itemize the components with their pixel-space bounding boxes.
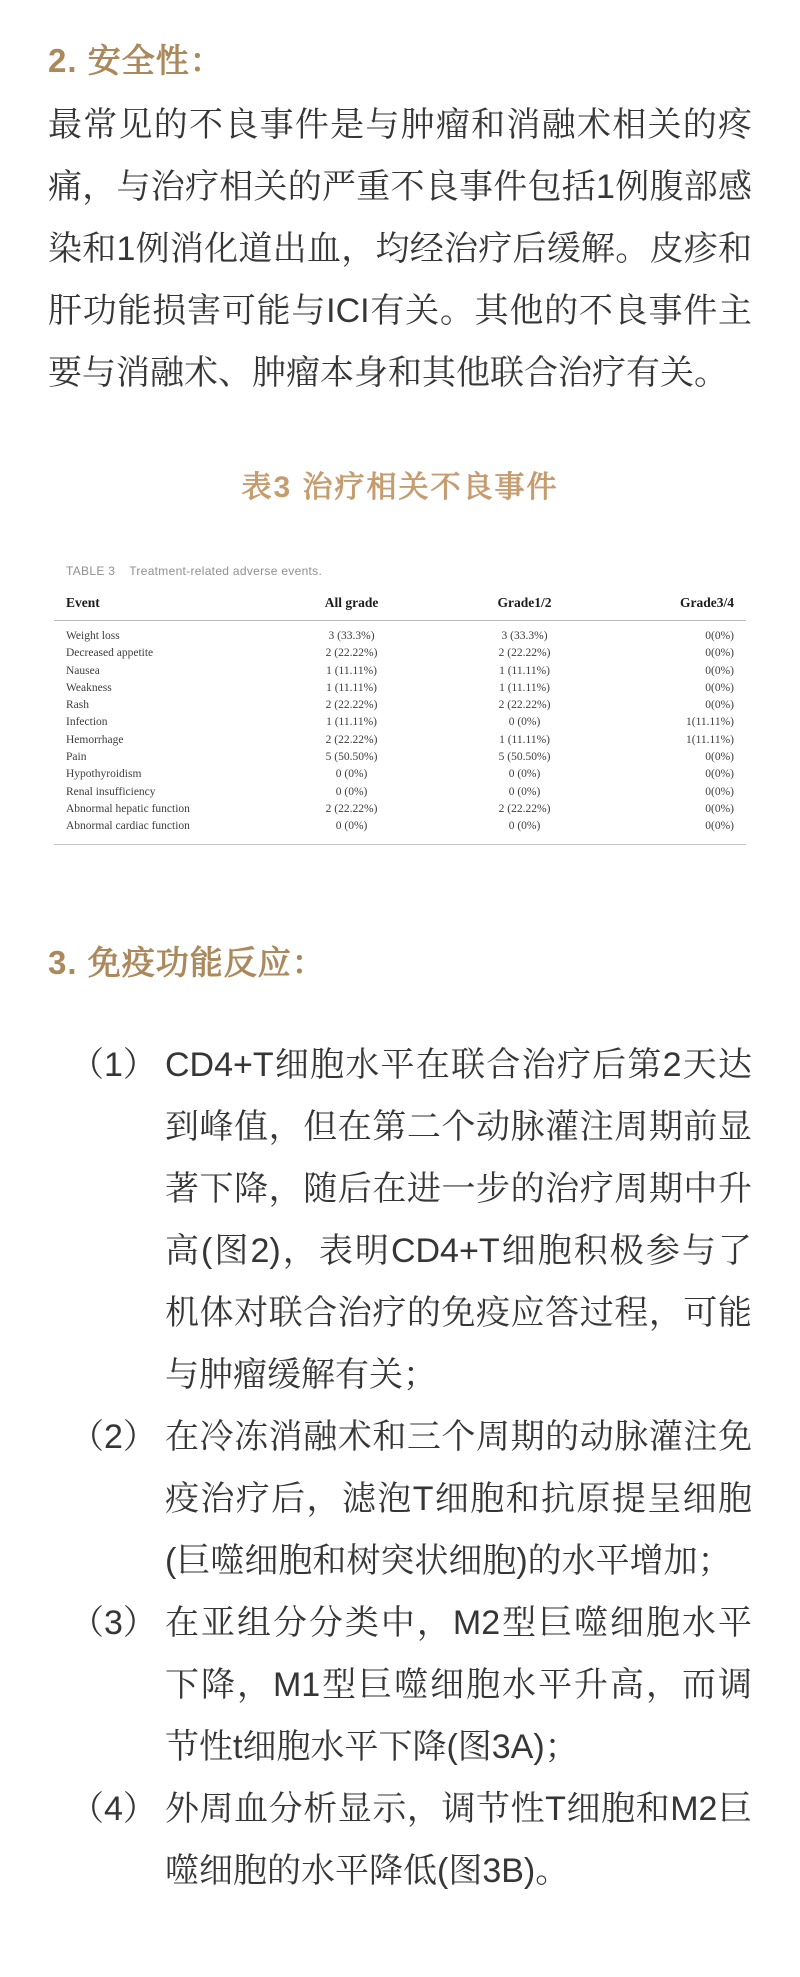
table-cell: Hemorrhage (66, 733, 124, 746)
table-cell: 0 (0%) (335, 785, 368, 798)
section-3-heading: 3. 免疫功能反应： (48, 943, 326, 981)
list-item-3-text: 在亚组分分类中，M2型巨噬细胞水平下降，M1型巨噬细胞水平升高，而调节性t细胞水平下降(图3A)； (165, 1603, 752, 1766)
column-header-grade12: Grade1/2 (442, 591, 608, 621)
list-item-3-marker: （3） (70, 1603, 157, 1642)
table-cell: 2 (22.22%) (325, 647, 378, 660)
table-cell: 0 (0%) (508, 768, 541, 781)
table-cell: 1 (11.11%) (326, 664, 377, 677)
column-header-all-grade: All grade (262, 591, 442, 621)
table-cell: 2 (22.22%) (498, 802, 551, 815)
table-cell: 1(11.11%) (685, 733, 734, 746)
table-cell: 0(0%) (705, 768, 734, 781)
table-cell: Weakness (66, 681, 112, 694)
table-cell: 0 (0%) (335, 768, 368, 781)
list-item-3 (48, 1592, 752, 1778)
table-cell: 0 (0%) (508, 716, 541, 729)
list-item-2-marker: （2） (70, 1417, 157, 1456)
table-cell: 2 (22.22%) (498, 647, 551, 660)
table-body (54, 621, 746, 845)
section-2-heading: 2. 安全性： (48, 42, 224, 79)
table-cell: 3 (33.3%) (328, 630, 375, 642)
table-cell: 5 (50.50%) (498, 751, 551, 764)
table-cell: Hypothyroidism (66, 768, 142, 781)
table3-label-title: Treatment-related adverse events. (129, 564, 323, 578)
table-cell: Infection (66, 716, 108, 729)
table-cell: Nausea (66, 664, 100, 677)
table-cell: 1 (11.11%) (499, 681, 550, 694)
table-row (54, 801, 746, 818)
table-cell: 2 (22.22%) (325, 699, 378, 712)
table-row (54, 621, 746, 646)
table-row (54, 714, 746, 731)
table3-figure-label (54, 563, 746, 579)
table-cell: Renal insufficiency (66, 785, 156, 798)
table-row (54, 784, 746, 801)
table-row (54, 766, 746, 783)
table-cell: 0(0%) (705, 647, 734, 660)
table-cell: 2 (22.22%) (325, 802, 378, 815)
table-cell: 1 (11.11%) (499, 733, 550, 746)
table3-label-tag: TABLE 3 (66, 564, 116, 578)
table-cell: 2 (22.22%) (325, 733, 378, 746)
table-cell: Weight loss (66, 630, 120, 642)
table-cell: Rash (66, 699, 89, 712)
table-row (54, 645, 746, 662)
table-row (54, 818, 746, 844)
table-row (54, 749, 746, 766)
table-cell: Pain (66, 751, 87, 764)
table-row (54, 697, 746, 714)
table-cell: 0 (0%) (335, 820, 368, 833)
table-cell: 0(0%) (705, 664, 734, 677)
section-2-paragraph: 最常见的不良事件是与肿瘤和消融术相关的疼痛，与治疗相关的严重不良事件包括1例腹部感染和1例消化道出血，均经治疗后缓解。皮疹和肝功能损害可能与ICI有关。其他的不良事件主要与消融术、肿瘤本身和其他联合治疗有关。 (48, 106, 752, 392)
list-item-4-marker: （4） (70, 1789, 157, 1828)
list-item-1-marker: （1） (70, 1045, 157, 1084)
table-cell: 5 (50.50%) (325, 751, 378, 764)
table-cell: 1 (11.11%) (499, 664, 550, 677)
table-cell: 1 (11.11%) (326, 716, 377, 729)
column-header-event: Event (54, 591, 262, 621)
table-cell: Abnormal cardiac function (66, 820, 190, 833)
table-cell: 1 (11.11%) (326, 681, 377, 694)
table3-caption: 表3 治疗相关不良事件 (241, 471, 559, 504)
table-cell: 0(0%) (705, 630, 734, 642)
list-item-4-text: 外周血分析显示，调节性T细胞和M2巨噬细胞的水平降低(图3B)。 (165, 1789, 752, 1890)
list-item-1 (48, 1034, 752, 1406)
table-cell: Abnormal hepatic function (66, 802, 190, 815)
immune-response-list (48, 1034, 752, 1902)
list-item-1-text: CD4+T细胞水平在联合治疗后第2天达到峰值，但在第二个动脉灌注周期前显著下降，随后在进一步的治疗周期中升高(图2)，表明CD4+T细胞积极参与了机体对联合治疗的免疫应答过程，可能与肿瘤缓解有关； (165, 1045, 752, 1394)
table-cell: 0(0%) (705, 681, 734, 694)
table-cell: 0(0%) (705, 699, 734, 712)
adverse-events-table (54, 591, 746, 845)
table-cell: Decreased appetite (66, 647, 154, 660)
column-header-grade34: Grade3/4 (608, 591, 746, 621)
table-row (54, 680, 746, 697)
table-row (54, 732, 746, 749)
table-cell: 1(11.11%) (685, 716, 734, 729)
list-item-2-text: 在冷冻消融术和三个周期的动脉灌注免疫治疗后，滤泡T细胞和抗原提呈细胞(巨噬细胞和树突状细胞)的水平增加； (165, 1417, 752, 1580)
table-cell: 0(0%) (705, 802, 734, 815)
table-cell: 0(0%) (705, 785, 734, 798)
table3-figure (54, 563, 746, 845)
table-row (54, 663, 746, 680)
table-cell: 0 (0%) (508, 785, 541, 798)
table-cell: 2 (22.22%) (498, 699, 551, 712)
list-item-2 (48, 1406, 752, 1592)
table-header-row (54, 591, 746, 621)
table-cell: 0 (0%) (508, 820, 541, 833)
list-item-4 (48, 1778, 752, 1902)
table-cell: 0(0%) (705, 820, 734, 833)
table-cell: 0(0%) (705, 751, 734, 764)
table-cell: 3 (33.3%) (501, 630, 548, 642)
